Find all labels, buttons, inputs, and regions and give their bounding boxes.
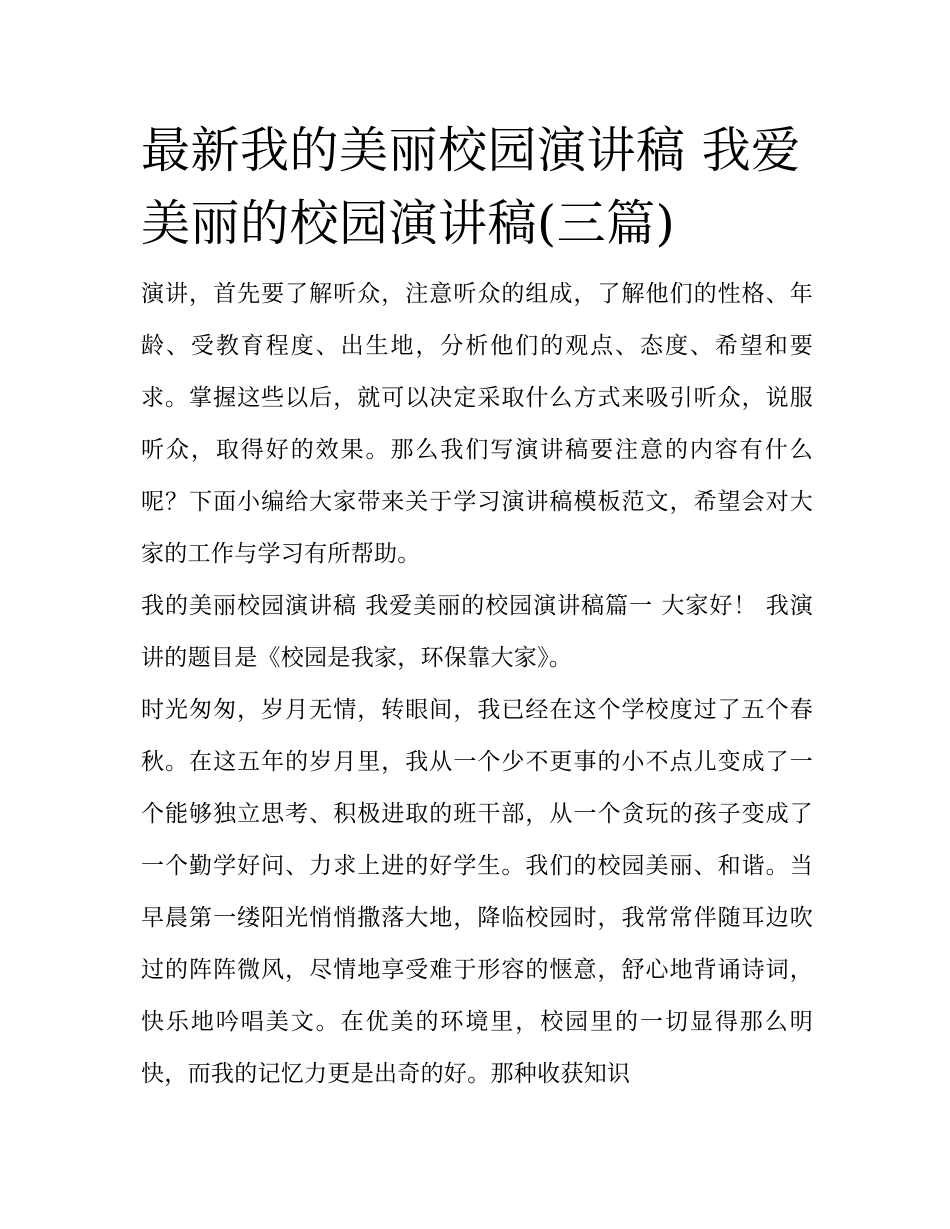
paragraph-speech-heading: 我的美丽校园演讲稿 我爱美丽的校园演讲稿篇一 大家好！ 我演讲的题目是《校园是我家，环保靠大家》。 <box>141 593 813 671</box>
paragraph-intro: 演讲，首先要了解听众，注意听众的组成，了解他们的性格、年龄、受教育程度、出生地，分析他们的观点、态度、希望和要求。掌握这些以后，就可以决定采取什么方式来吸引听众，说服听众，取得好的效果。那么我们写演讲稿要注意的内容有什么呢？下面小编给大家带来关于学习演讲稿模板范文，希望会对大家的工作与学习有所帮助。 <box>141 281 813 567</box>
document-body <box>141 114 813 1100</box>
paragraph-speech-body: 时光匆匆，岁月无情，转眼间，我已经在这个学校度过了五个春秋。在这五年的岁月里，我从一个少不更事的小不点儿变成了一个能够独立思考、积极进取的班干部，从一个贪玩的孩子变成了一个勤学好问、力求上进的好学生。我们的校园美丽、和谐。当早晨第一缕阳光悄悄撒落大地，降临校园时，我常常伴随耳边吹过的阵阵微风，尽情地享受难于形容的惬意，舒心地背诵诗词，快乐地吟唱美文。在优美的环境里，校园里的一切显得那么明快，而我的记忆力更是出奇的好。那种收获知识 <box>141 697 813 1087</box>
document-title: 最新我的美丽校园演讲稿 我爱美丽的校园演讲稿(三篇) <box>141 122 801 252</box>
